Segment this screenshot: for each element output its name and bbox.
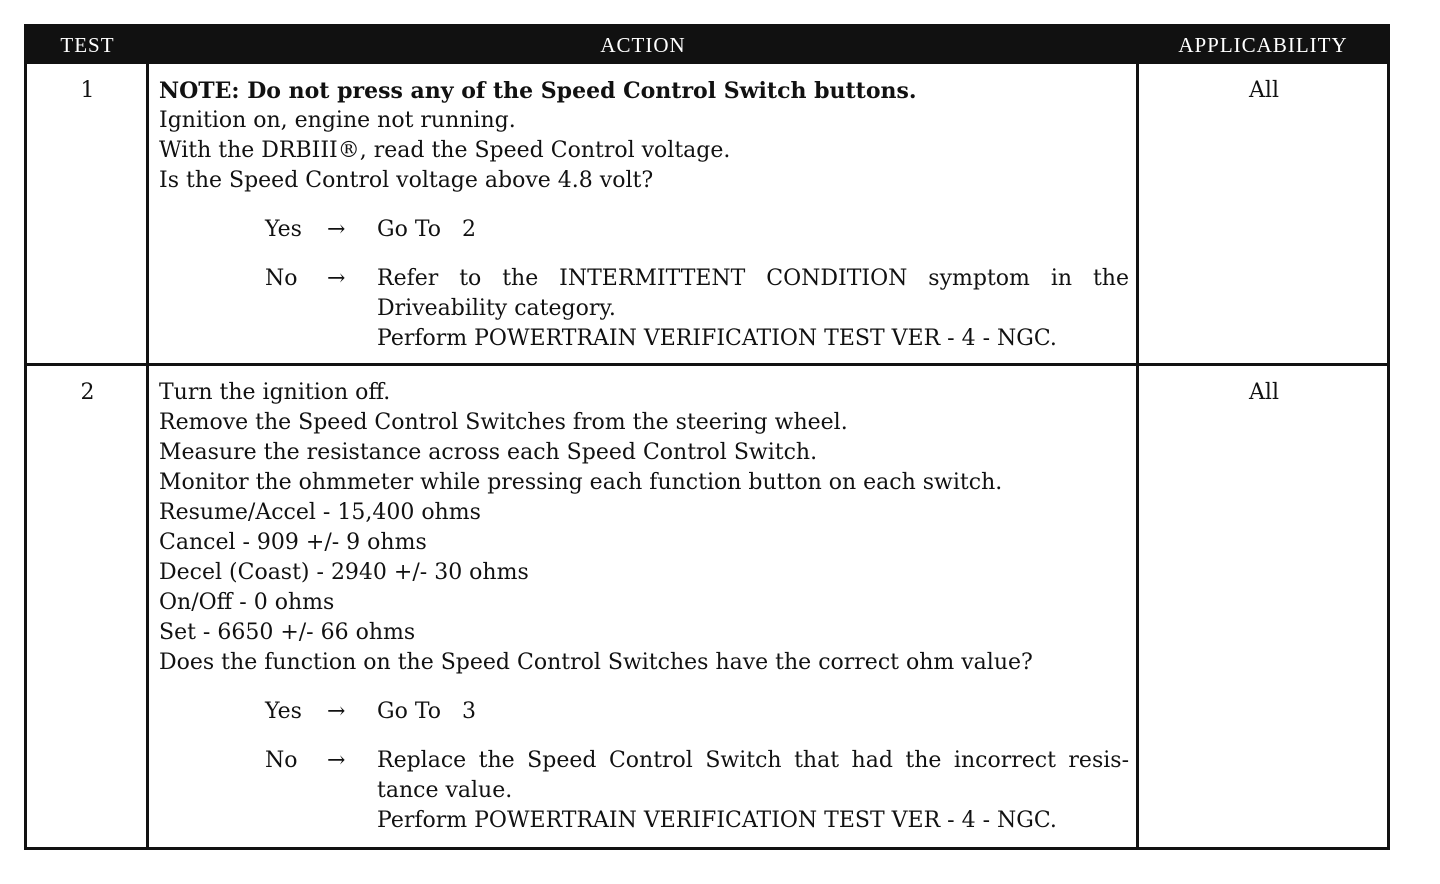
action-cell (159, 378, 1129, 836)
action-question: Is the Speed Control voltage above 4.8 volt? (159, 168, 654, 193)
header-applicability: APPLICABILITY (1178, 33, 1348, 57)
resistance-spec: On/Off - 0 ohms (159, 590, 335, 615)
action-line: Turn the ignition off. (159, 380, 391, 405)
table-row-test-2 (27, 366, 1387, 850)
action-line: Monitor the ohmmeter while pressing each function button on each switch. (159, 470, 1003, 495)
no-label: No (265, 748, 298, 773)
resistance-spec: Resume/Accel - 15,400 ohms (159, 500, 481, 525)
no-branch (159, 746, 1129, 836)
action-line: Remove the Speed Control Switches from the steering wheel. (159, 410, 848, 435)
yes-result: Go To 2 (377, 217, 476, 242)
yes-label: Yes (265, 699, 302, 724)
no-branch (159, 264, 1129, 354)
test-number: 1 (80, 78, 95, 103)
resistance-spec: Set - 6650 +/- 66 ohms (159, 620, 416, 645)
right-arrow-icon: → (327, 266, 346, 291)
applicability-value: All (1249, 380, 1279, 405)
table-header (27, 27, 1387, 64)
no-result-line: Perform POWERTRAIN VERIFICATION TEST VER - 4 - NGC. (377, 326, 1057, 351)
test-number: 2 (80, 380, 95, 405)
note-line: NOTE: Do not press any of the Speed Control Switch buttons. (159, 78, 917, 104)
action-line: Ignition on, engine not running. (159, 108, 516, 133)
no-label: No (265, 266, 298, 291)
no-result (377, 264, 1129, 354)
yes-label: Yes (265, 217, 302, 242)
yes-result: Go To 3 (377, 699, 476, 724)
no-result (377, 746, 1129, 836)
no-result-line: Driveability category. (377, 296, 616, 321)
right-arrow-icon: → (327, 217, 346, 242)
no-result-line: tance value. (377, 778, 513, 803)
table-row-test-1 (27, 64, 1387, 366)
right-arrow-icon: → (327, 748, 346, 773)
no-result-line: Replace the Speed Control Switch that had the incorrect resis- (377, 748, 1129, 773)
yes-branch (159, 697, 1129, 727)
resistance-spec: Decel (Coast) - 2940 +/- 30 ohms (159, 560, 529, 585)
diagnostic-test-table (24, 24, 1390, 850)
applicability-value: All (1249, 78, 1279, 103)
right-arrow-icon: → (327, 699, 346, 724)
header-action: ACTION (600, 33, 686, 57)
no-result-line: Refer to the INTERMITTENT CONDITION symptom in the (377, 266, 1129, 291)
action-cell (159, 76, 1129, 354)
action-line: Measure the resistance across each Speed Control Switch. (159, 440, 818, 465)
resistance-spec: Cancel - 909 +/- 9 ohms (159, 530, 427, 555)
action-line: With the DRBIII®, read the Speed Control voltage. (159, 138, 731, 163)
no-result-line: Perform POWERTRAIN VERIFICATION TEST VER - 4 - NGC. (377, 808, 1057, 833)
yes-branch (159, 215, 1129, 245)
action-question: Does the function on the Speed Control Switches have the correct ohm value? (159, 650, 1033, 675)
header-test: TEST (60, 33, 115, 57)
